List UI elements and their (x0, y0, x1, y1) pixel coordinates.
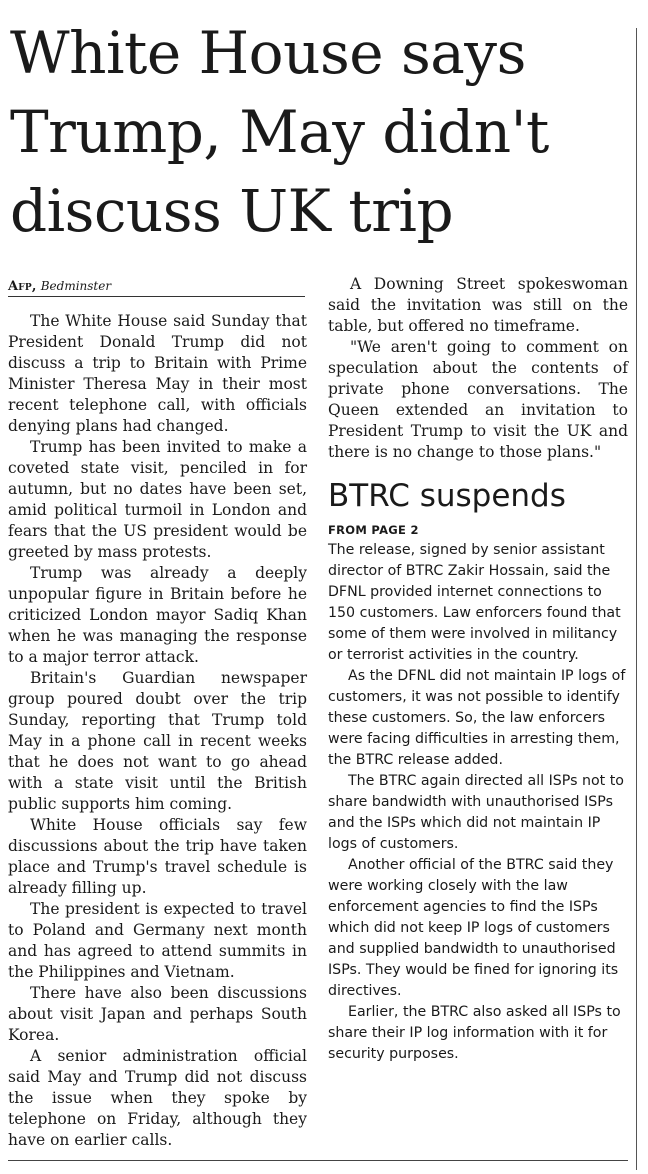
headline-line: discuss UK trip (10, 177, 454, 245)
btrc-paragraph: As the DFNL did not maintain IP logs of customers, it was not possible to identify these customers. So, the law enforcers were facing difficulties in arresting them, the BTRC release added. (328, 668, 626, 768)
article-column-left (8, 311, 307, 1151)
column-rule-right (636, 28, 637, 1170)
byline-place: Bedminster (40, 279, 112, 293)
article-paragraph: Trump has been invited to make a coveted state visit, penciled in for autumn, but no dates have been set, amid political turmoil in London and fears that the US president would be greeted by mass protests. (8, 438, 307, 561)
article-paragraph: There have also been discussions about visit Japan and perhaps South Korea. (8, 984, 307, 1044)
page-bottom-rule (8, 1160, 628, 1161)
jump-label: FROM PAGE 2 (328, 523, 419, 537)
article-column-right (328, 274, 628, 463)
article-paragraph: A senior administration official said May and Trump did not discuss the issue when they spoke by telephone on Friday, although they have on earlier calls. (8, 1047, 307, 1149)
btrc-paragraph: The BTRC again directed all ISPs not to share bandwidth with unauthorised ISPs and the ISPs which did not maintain IP logs of customers. (328, 773, 624, 852)
article-paragraph: White House officials say few discussions about the trip have taken place and Trump's travel schedule is already filling up. (8, 816, 307, 897)
article-paragraph: "We aren't going to comment on speculation about the contents of private phone conversations. The Queen extended an invitation to President Trump to visit the UK and there is no change to those plans." (328, 338, 628, 461)
byline (8, 277, 305, 297)
btrc-subhead: BTRC suspends (328, 478, 566, 514)
btrc-paragraph: Earlier, the BTRC also asked all ISPs to share their IP log information with it for security purposes. (328, 1004, 621, 1062)
article-paragraph: The White House said Sunday that President Donald Trump did not discuss a trip to Britain with Prime Minister Theresa May in their most recent telephone call, with officials denying plans had changed. (8, 312, 307, 435)
btrc-column (328, 540, 626, 1065)
article-paragraph: Britain's Guardian newspaper group poured doubt over the trip Sunday, reporting that Trump told May in a phone call in recent weeks that he does not want to go ahead with a state visit until the British public supports him coming. (8, 669, 307, 813)
byline-agency: Afp, (8, 279, 37, 294)
article-paragraph: A Downing Street spokeswoman said the invitation was still on the table, but offered no timeframe. (328, 275, 628, 335)
main-headline (10, 14, 620, 251)
article-paragraph: Trump was already a deeply unpopular figure in Britain before he criticized London mayor Sadiq Khan when he was managing the response to a major terror attack. (8, 564, 307, 666)
btrc-paragraph: Another official of the BTRC said they were working closely with the law enforcement agencies to find the ISPs which did not keep IP logs of customers and supplied bandwidth to unauthorised ISPs. They would be fined for ignoring its directives. (328, 857, 619, 999)
headline-line: Trump, May didn't (10, 98, 549, 166)
article-paragraph: The president is expected to travel to Poland and Germany next month and has agreed to attend summits in the Philippines and Vietnam. (8, 900, 307, 981)
headline-line: White House says (10, 19, 526, 87)
btrc-paragraph: The release, signed by senior assistant director of BTRC Zakir Hossain, said the DFNL provided internet connections to 150 customers. Law enforcers found that some of them were involved in militancy or terrorist activities in the country. (328, 542, 621, 663)
